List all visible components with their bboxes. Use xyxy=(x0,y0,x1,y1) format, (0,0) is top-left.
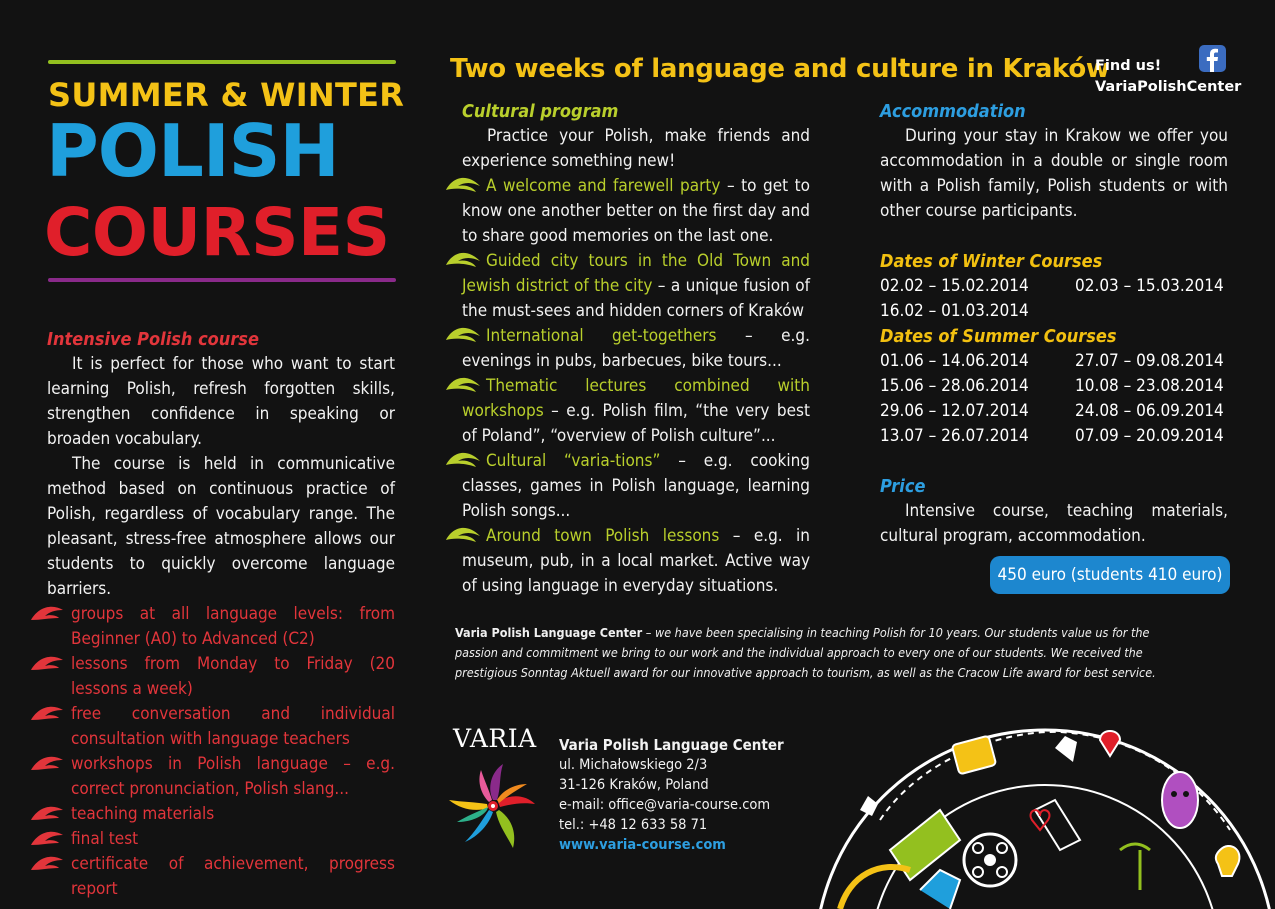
red-wing-bullet-icon xyxy=(29,854,65,874)
list-item: Guided city tours in the Old Town and Jewish district of the city – a unique fusion of the must-sees and hidden corners of Kraków xyxy=(462,249,810,324)
price-section xyxy=(880,474,1228,549)
summer-date: 07.09 – 20.09.2014 xyxy=(1075,426,1224,446)
cultural-title: Cultural program xyxy=(462,101,619,122)
accommodation-section xyxy=(880,99,1228,224)
intensive-title: Intensive Polish course xyxy=(47,329,259,350)
winter-date: 02.03 – 15.03.2014 xyxy=(1075,276,1224,296)
summer-date: 27.07 – 09.08.2014 xyxy=(1075,351,1224,371)
winter-dates-section xyxy=(880,249,1228,449)
list-item: A welcome and farewell party – to get to know one another better on the first day and to share good memories on the last one. xyxy=(462,174,810,249)
accommodation-title: Accommodation xyxy=(880,101,1026,122)
summer-date: 01.06 – 14.06.2014 xyxy=(880,351,1029,371)
summer-date: 10.08 – 23.08.2014 xyxy=(1075,376,1224,396)
contact-city: 31-126 Kraków, Poland xyxy=(559,777,709,793)
about-body: – we have been specialising in teaching Polish for 10 years. Our students value us for the passion and commitment we bring to our work and the individual approach to every one of our students. We received the prestigious Sonntag Aktuell award for our innovative approach to tourism, as well as the Cracow Life award for best service. xyxy=(455,625,1156,680)
summer-title: Dates of Summer Courses xyxy=(880,326,1117,347)
summer-date: 29.06 – 12.07.2014 xyxy=(880,401,1029,421)
cultural-section xyxy=(462,99,810,599)
red-wing-bullet-icon xyxy=(29,804,65,824)
headline: Two weeks of language and culture in Kraków xyxy=(450,54,1110,84)
contact-phone[interactable]: tel.: +48 12 633 58 71 xyxy=(559,817,708,833)
intensive-paragraph-2: The course is held in communicative method based on continuous practice of Polish, regardless of vocabulary range. The pleasant, stress-free atmosphere allows our students to quickly overcome language barriers. xyxy=(47,454,395,599)
contact-website-link[interactable]: www.varia-course.com xyxy=(559,837,726,853)
list-item: groups at all language levels: from Beginner (A0) to Advanced (C2) xyxy=(47,602,395,652)
accommodation-text: During your stay in Krakow we offer you accommodation in a double or single room with a Polish family, Polish students or with other course participants. xyxy=(880,126,1228,221)
list-item: final test xyxy=(47,827,395,852)
green-leaf-bullet-icon xyxy=(444,374,482,394)
list-item: International get-togethers – e.g. evenings in pubs, barbecues, bike tours... xyxy=(462,324,810,374)
facebook-glyph-icon xyxy=(1199,45,1226,72)
summer-date: 24.08 – 06.09.2014 xyxy=(1075,401,1224,421)
about-text xyxy=(455,623,1195,683)
price-title: Price xyxy=(880,476,926,497)
winter-title: Dates of Winter Courses xyxy=(880,251,1103,272)
contact-street: ul. Michałowskiego 2/3 xyxy=(559,757,708,773)
contact-block xyxy=(559,735,819,855)
green-leaf-bullet-icon xyxy=(444,249,482,269)
brand-line-2: POLISH xyxy=(46,109,339,193)
intensive-section xyxy=(47,327,395,902)
list-item: lessons from Monday to Friday (20 lessons a week) xyxy=(47,652,395,702)
green-leaf-bullet-icon xyxy=(444,174,482,194)
list-item: Around town Polish lessons – e.g. in museum, pub, in a local market. Active way of using language in everyday situations. xyxy=(462,524,810,599)
list-item: Thematic lectures combined with workshops – e.g. Polish film, “the very best of Poland”, “overview of Polish culture”... xyxy=(462,374,810,449)
doodle-illustration xyxy=(800,700,1275,909)
price-text: Intensive course, teaching materials, cultural program, accommodation. xyxy=(880,501,1228,546)
list-item: certificate of achievement, progress report xyxy=(47,852,395,902)
winter-date: 16.02 – 01.03.2014 xyxy=(880,301,1029,321)
summer-date: 13.07 – 26.07.2014 xyxy=(880,426,1029,446)
list-item: free conversation and individual consultation with language teachers xyxy=(47,702,395,752)
red-wing-bullet-icon xyxy=(29,604,65,624)
brand-line-3: COURSES xyxy=(44,194,390,271)
summer-date: 15.06 – 28.06.2014 xyxy=(880,376,1029,396)
varia-pinwheel-logo-icon xyxy=(443,760,543,852)
about-lead: Varia Polish Language Center xyxy=(455,625,643,640)
intensive-list xyxy=(47,602,395,902)
red-wing-bullet-icon xyxy=(29,754,65,774)
red-wing-bullet-icon xyxy=(29,829,65,849)
find-us-label: Find us! xyxy=(1095,58,1162,74)
cultural-intro: Practice your Polish, make friends and experience something new! xyxy=(462,126,810,171)
green-leaf-bullet-icon xyxy=(444,524,482,544)
winter-date: 02.02 – 15.02.2014 xyxy=(880,276,1029,296)
contact-email[interactable]: e-mail: office@varia-course.com xyxy=(559,797,771,813)
bottom-purple-rule xyxy=(48,278,396,282)
social-handle[interactable]: VariaPolishCenter xyxy=(1095,79,1242,95)
price-badge: 450 euro (students 410 euro) xyxy=(990,556,1230,594)
red-wing-bullet-icon xyxy=(29,704,65,724)
brand-line-1: SUMMER & WINTER xyxy=(48,76,405,114)
list-item: teaching materials xyxy=(47,802,395,827)
red-wing-bullet-icon xyxy=(29,654,65,674)
facebook-icon[interactable] xyxy=(1199,45,1226,72)
green-leaf-bullet-icon xyxy=(444,449,482,469)
green-leaf-bullet-icon xyxy=(444,324,482,344)
contact-name: Varia Polish Language Center xyxy=(559,736,784,754)
cultural-list xyxy=(462,174,810,599)
intensive-paragraph-1: It is perfect for those who want to start learning Polish, refresh forgotten skills, strengthen confidence in speaking or broaden vocabulary. xyxy=(47,354,395,449)
list-item: workshops in Polish language – e.g. correct pronunciation, Polish slang... xyxy=(47,752,395,802)
top-green-rule xyxy=(48,60,396,64)
varia-logo-text: VARIA xyxy=(453,724,537,753)
list-item: Cultural “varia-tions” – e.g. cooking classes, games in Polish language, learning Polish songs... xyxy=(462,449,810,524)
